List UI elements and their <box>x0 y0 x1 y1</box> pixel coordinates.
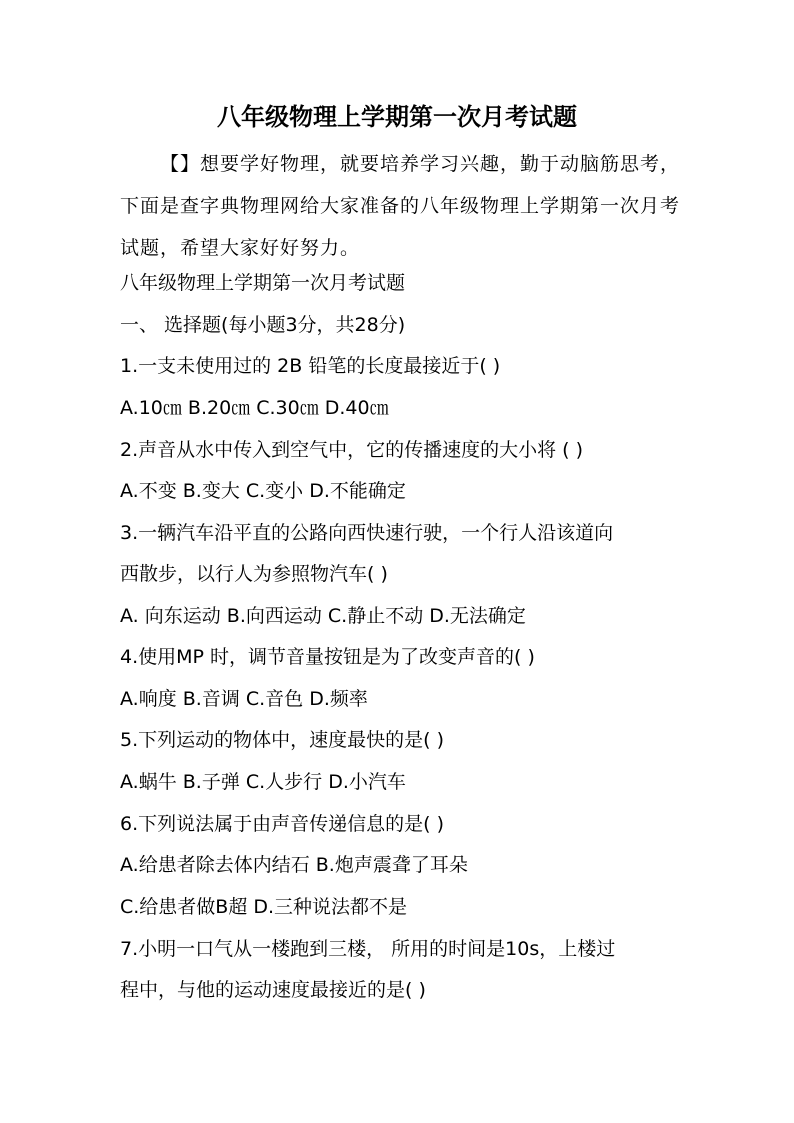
question-6: 6.下列说法属于由声音传递信息的是( ) <box>120 813 444 835</box>
question-7-line-2: 程中，与他的运动速度最接近的是( ) <box>120 979 426 1001</box>
intro-paragraph: 【】想要学好物理，就要培养学习兴趣，勤于动脑筋思考，下面是查字典物理网给大家准备的八年级物理上学期第一次月考试题，希望大家好好努力。 <box>120 153 681 259</box>
question-6-options-a-b: A.给患者除去体内结石 B.炮声震聋了耳朵 <box>120 854 468 876</box>
question-2-options: A.不变 B.变大 C.变小 D.不能确定 <box>120 480 406 502</box>
section-heading-repeat: 八年级物理上学期第一次月考试题 <box>120 272 406 294</box>
question-1: 1.一支未使用过的 2B 铅笔的长度最接近于( ) <box>120 355 501 377</box>
document-title: 八年级物理上学期第一次月考试题 <box>217 102 577 131</box>
question-3-line-2: 西散步，以行人为参照物汽车( ) <box>120 563 388 585</box>
question-5: 5.下列运动的物体中，速度最快的是( ) <box>120 729 444 751</box>
question-4: 4.使用MP 时，调节音量按钮是为了改变声音的( ) <box>120 646 535 668</box>
question-3-line-1: 3.一辆汽车沿平直的公路向西快速行驶，一个行人沿该道向 <box>120 522 614 544</box>
section-title-choice: 一、 选择题(每小题3分，共28分) <box>120 314 406 336</box>
question-4-options: A.响度 B.音调 C.音色 D.频率 <box>120 688 368 710</box>
question-5-options: A.蜗牛 B.子弹 C.人步行 D.小汽车 <box>120 771 406 793</box>
question-6-options-c-d: C.给患者做B超 D.三种说法都不是 <box>120 896 408 918</box>
question-1-options: A.10㎝ B.20㎝ C.30㎝ D.40㎝ <box>120 397 389 419</box>
question-2: 2.声音从水中传入到空气中，它的传播速度的大小将 ( ) <box>120 439 584 461</box>
question-7-line-1: 7.小明一口气从一楼跑到三楼， 所用的时间是10s，上楼过 <box>120 938 616 960</box>
question-3-options: A. 向东运动 B.向西运动 C.静止不动 D.无法确定 <box>120 605 526 627</box>
